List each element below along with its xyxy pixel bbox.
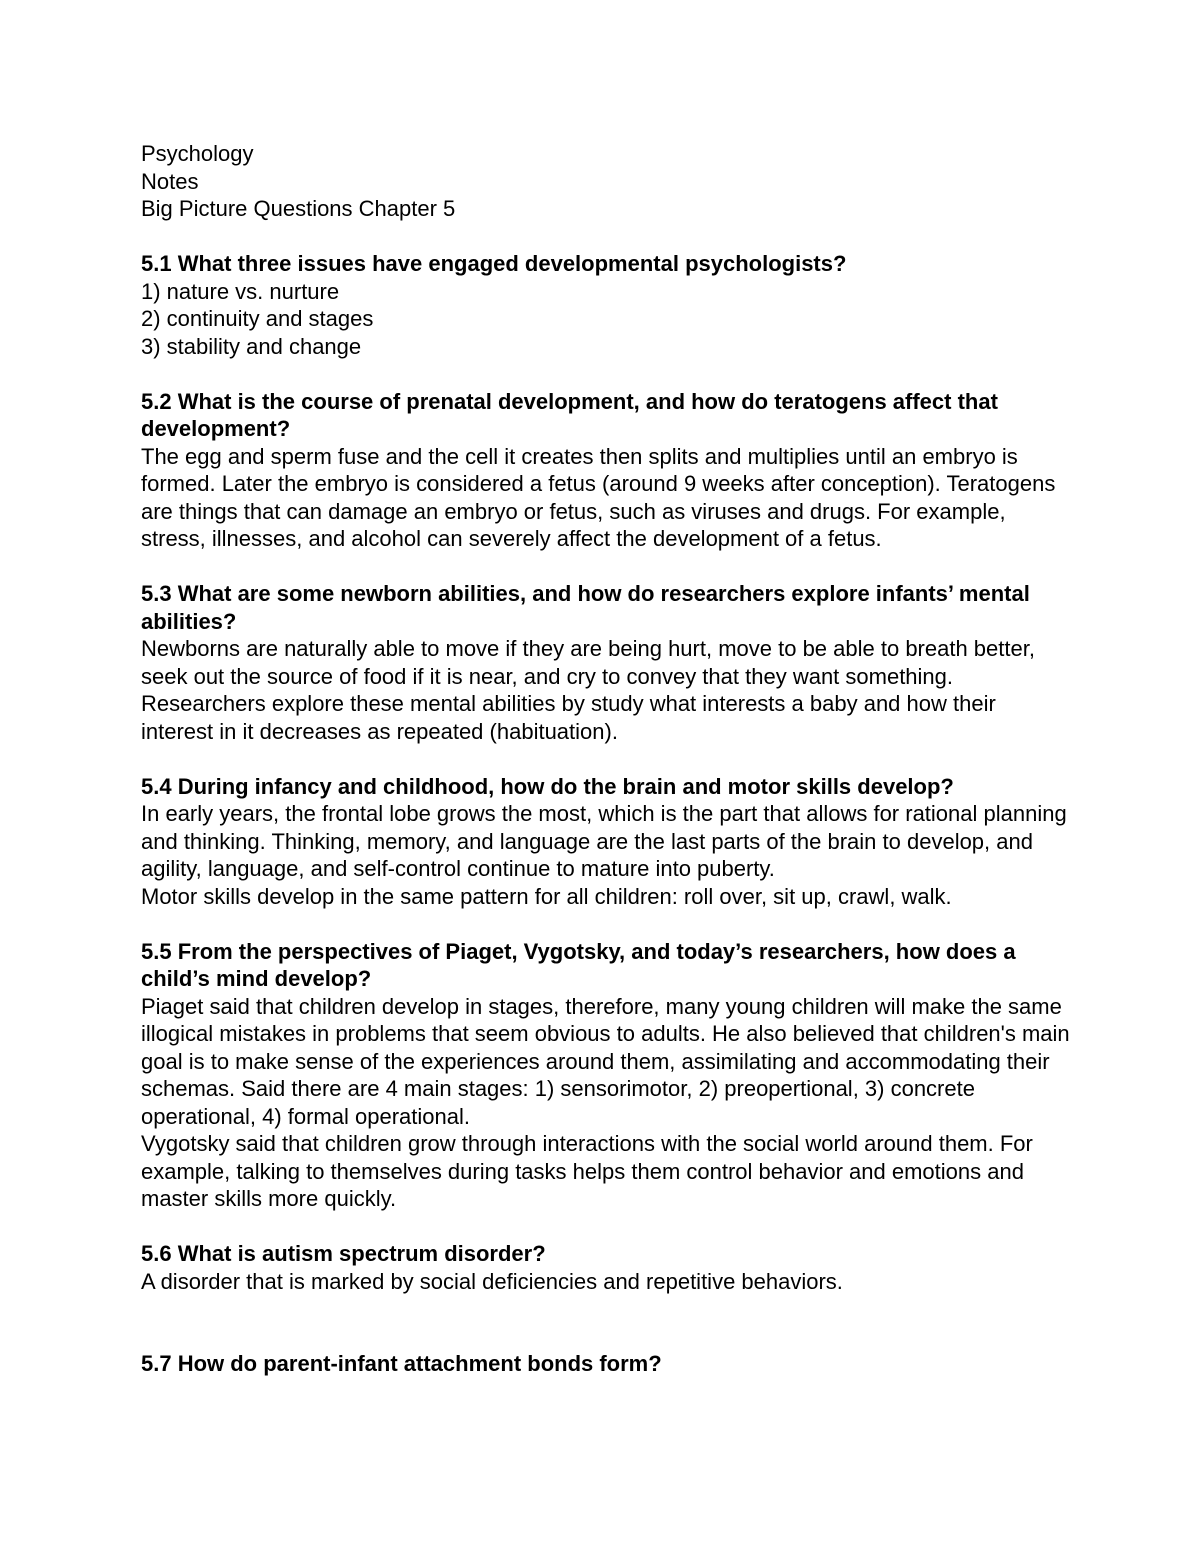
answer-paragraph: In early years, the frontal lobe grows the most, which is the part that allows for rational planning and thinking. Thinking, memory, and language are the last parts of the brain to develop, and agility, language, and self-control continue to mature into puberty. xyxy=(141,801,1067,881)
answer-item: 1) nature vs. nurture xyxy=(141,278,340,304)
document-title: Big Picture Questions Chapter 5 xyxy=(141,196,456,221)
question-heading: 5.4 During infancy and childhood, how do the brain and motor skills develop? xyxy=(141,773,954,799)
question-heading: 5.3 What are some newborn abilities, and how do researchers explore infants’ mental abilities? xyxy=(141,581,1030,634)
section-5-1 xyxy=(141,250,1071,360)
question-heading: 5.1 What three issues have engaged developmental psychologists? xyxy=(141,251,847,276)
section-5-6 xyxy=(141,1240,1071,1295)
question-heading: 5.5 From the perspectives of Piaget, Vygotsky, and today’s researchers, how does a child’s mind develop? xyxy=(141,938,1016,991)
question-heading: 5.7 How do parent-infant attachment bonds form? xyxy=(141,1351,662,1376)
answer-paragraph: A disorder that is marked by social deficiencies and repetitive behaviors. xyxy=(141,1268,843,1294)
question-heading: 5.6 What is autism spectrum disorder? xyxy=(141,1241,546,1266)
answer-item: 3) stability and change xyxy=(141,333,362,359)
course-name: Psychology xyxy=(141,141,254,166)
answer-paragraph: Vygotsky said that children grow through interactions with the social world around them. For example, talking to themselves during tasks helps them control behavior and emotions and master skills more quickly. xyxy=(141,1131,1033,1211)
answer-paragraph: Newborns are naturally able to move if they are being hurt, move to be able to breath better, seek out the source of food if it is near, and cry to convey that they want something. Researchers explore these mental abilities by study what interests a baby and how their interest in it decreases as repeated (habituation). xyxy=(141,636,1035,744)
question-heading: 5.2 What is the course of prenatal development, and how do teratogens affect that development? xyxy=(141,388,998,441)
document-page xyxy=(141,140,1071,1378)
section-5-5 xyxy=(141,938,1071,1213)
answer-paragraph: Piaget said that children develop in stages, therefore, many young children will make the same illogical mistakes in problems that seem obvious to adults. He also believed that children's main goal is to make sense of the experiences around them, assimilating and accommodating their schemas. Said there are 4 main stages: 1) sensorimotor, 2) preopertional, 3) concrete operational, 4) formal operational. xyxy=(141,993,1070,1129)
note-type: Notes xyxy=(141,168,199,194)
section-5-7 xyxy=(141,1350,1071,1378)
answer-item: 2) continuity and stages xyxy=(141,306,374,331)
answer-paragraph: Motor skills develop in the same pattern for all children: roll over, sit up, crawl, walk. xyxy=(141,883,952,909)
section-5-2 xyxy=(141,388,1071,553)
section-5-3 xyxy=(141,580,1071,745)
section-5-4 xyxy=(141,773,1071,911)
answer-paragraph: The egg and sperm fuse and the cell it creates then splits and multiplies until an embryo is formed. Later the embryo is considered a fetus (around 9 weeks after conception). Teratogens are things that can damage an embryo or fetus, such as viruses and drugs. For example, stress, illnesses, and alcohol can severely affect the development of a fetus. xyxy=(141,443,1056,551)
